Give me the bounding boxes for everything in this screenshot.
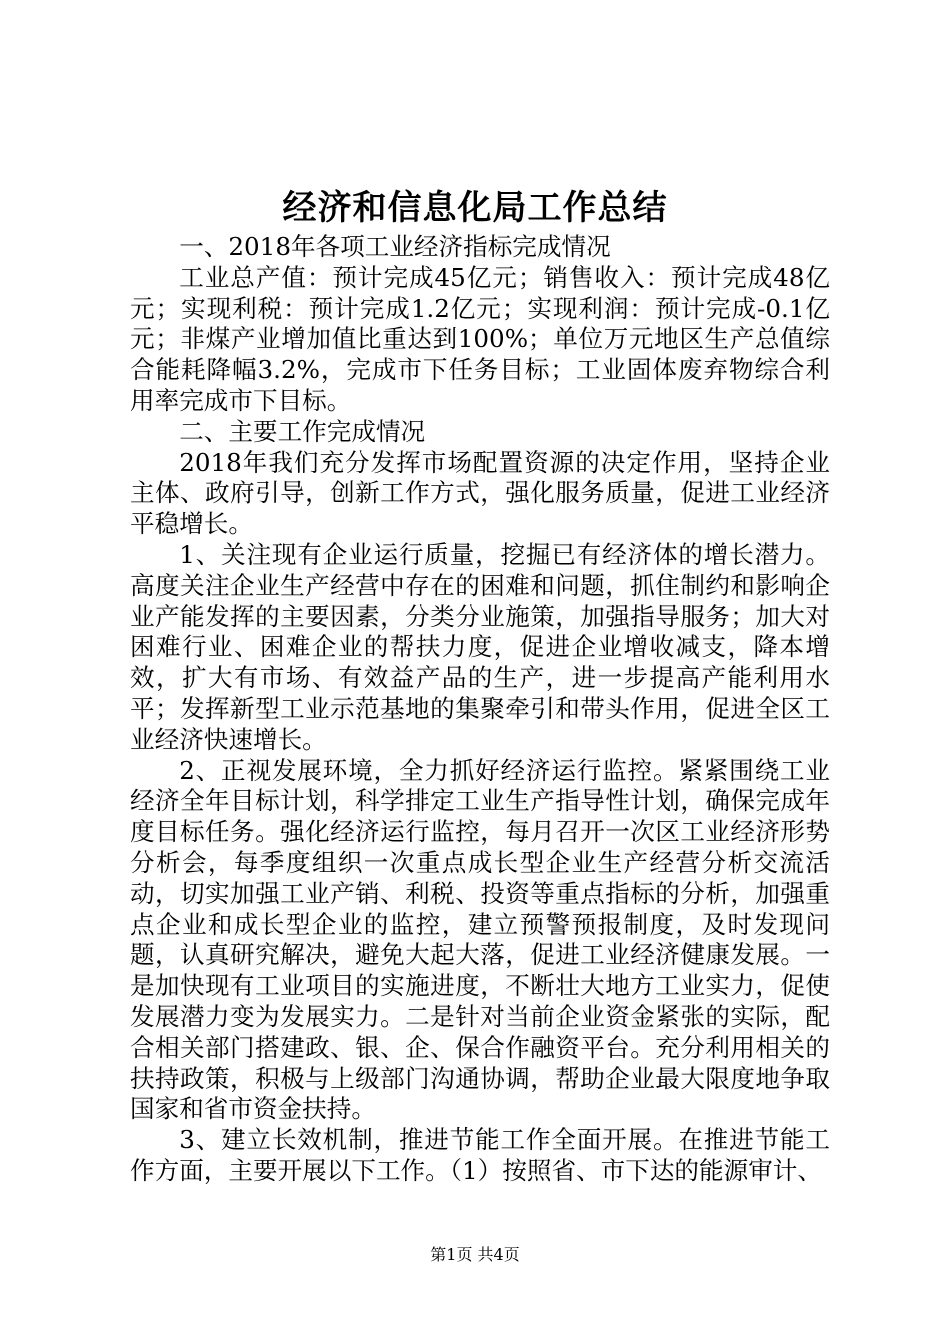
document-title: 经济和信息化局工作总结: [282, 188, 668, 228]
document-body: [130, 232, 830, 1187]
paragraph-indicators: 工业总产值：预计完成45亿元；销售收入：预计完成48亿元；实现利税：预计完成1.2亿元；实现利润：预计完成-0.1亿元；非煤产业增加值比重达到100%；单位万元地区生产总值综合能耗降幅3.2%，完成市下任务目标；工业固体废弃物综合利用率完成市下目标。: [130, 262, 830, 415]
section-heading-1: 一、2018年各项工业经济指标完成情况: [179, 232, 611, 261]
section-heading-2: 二、主要工作完成情况: [179, 416, 426, 446]
paragraph-item-2: 2、正视发展环境，全力抓好经济运行监控。紧紧围绕工业经济全年目标计划，科学排定工业生产指导性计划，确保完成年度目标任务。强化经济运行监控，每月召开一次区工业经济形势分析会，每季度组织一次重点成长型企业生产经营分析交流活动，切实加强工业产销、利税、投资等重点指标的分析，加强重点企业和成长型企业的监控，建立预警预报制度，及时发现问题，认真研究解决，避免大起大落，促进工业经济健康发展。一是加快现有工业项目的实施进度，不断壮大地方工业实力，促使发展潜力变为发展实力。二是针对当前企业资金紧张的实际，配合相关部门搭建政、银、企、保合作融资平台。充分利用相关的扶持政策，积极与上级部门沟通协调，帮助企业最大限度地争取国家和省市资金扶持。: [130, 755, 830, 1124]
paragraph-item-3: 3、建立长效机制，推进节能工作全面开展。在推进节能工作方面，主要开展以下工作。（1）按照省、市下达的能源审计、: [130, 1125, 830, 1185]
paragraph-overview: 2018年我们充分发挥市场配置资源的决定作用，坚持企业主体、政府引导，创新工作方式，强化服务质量，促进工业经济平稳增长。: [130, 447, 830, 539]
page-footer: 第1页 共4页: [430, 1245, 520, 1264]
paragraph-item-1: 1、关注现有企业运行质量，挖掘已有经济体的增长潜力。高度关注企业生产经营中存在的困难和问题，抓住制约和影响企业产能发挥的主要因素，分类分业施策，加强指导服务；加大对困难行业、困难企业的帮扶力度，促进企业增收减支，降本增效，扩大有市场、有效益产品的生产，进一步提高产能利用水平；发挥新型工业示范基地的集聚牵引和带头作用，促进全区工业经济快速增长。: [130, 539, 830, 754]
